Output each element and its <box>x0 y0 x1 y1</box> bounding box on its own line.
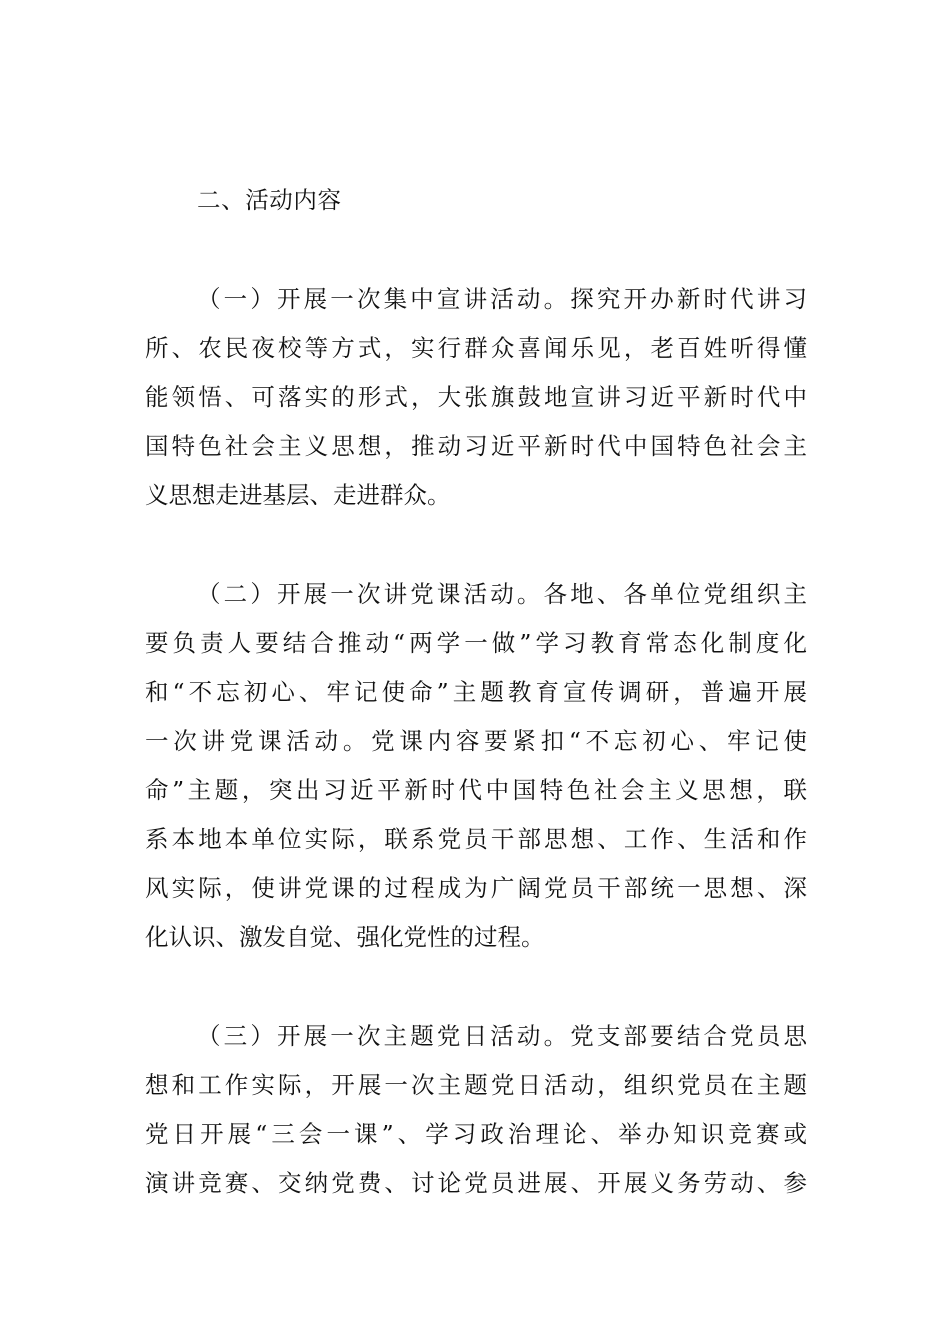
paragraph-line: 所、农民夜校等方式，实行群众喜闻乐见，老百姓听得懂 <box>145 334 807 362</box>
paragraph-line: 能领悟、可落实的形式，大张旗鼓地宣讲习近平新时代中 <box>145 383 807 411</box>
paragraph-line: 要负责人要结合推动“两学一做”学习教育常态化制度化 <box>145 629 807 657</box>
paragraph-line: 系本地本单位实际，联系党员干部思想、工作、生活和作 <box>145 825 807 853</box>
paragraph-line: 演讲竞赛、交纳党费、讨论党员进展、开展义务劳动、参 <box>145 1169 807 1197</box>
document-body <box>145 176 807 1208</box>
paragraph-line: 一次讲党课活动。党课内容要紧扣“不忘初心、牢记使 <box>145 727 807 755</box>
paragraph-line: 命”主题，突出习近平新时代中国特色社会主义思想，联 <box>145 776 807 804</box>
paragraph-line: 和“不忘初心、牢记使命”主题教育宣传调研，普遍开展 <box>145 678 807 706</box>
paragraph-1 <box>145 275 807 520</box>
paragraph-line: 义思想走进基层、走进群众。 <box>145 481 451 509</box>
paragraph-line: 化认识、激发自觉、强化党性的过程。 <box>145 923 545 951</box>
paragraph-2 <box>145 570 807 962</box>
paragraph-3 <box>145 1012 807 1208</box>
paragraph-line: 党日开展“三会一课”、学习政治理论、举办知识竞赛或 <box>145 1120 807 1148</box>
section-heading: 二、活动内容 <box>197 186 342 214</box>
spacer <box>145 962 807 1012</box>
paragraph-line: （三）开展一次主题党日活动。党支部要结合党员思 <box>197 1022 807 1050</box>
paragraph-line: 想和工作实际，开展一次主题党日活动，组织党员在主题 <box>145 1071 807 1099</box>
paragraph-line: 风实际，使讲党课的过程成为广阔党员干部统一思想、深 <box>145 874 807 902</box>
spacer <box>145 225 807 275</box>
paragraph-line: （一）开展一次集中宣讲活动。探究开办新时代讲习 <box>197 285 807 313</box>
paragraph-line: （二）开展一次讲党课活动。各地、各单位党组织主 <box>197 580 807 608</box>
spacer <box>145 520 807 570</box>
paragraph-line: 国特色社会主义思想，推动习近平新时代中国特色社会主 <box>145 432 807 460</box>
